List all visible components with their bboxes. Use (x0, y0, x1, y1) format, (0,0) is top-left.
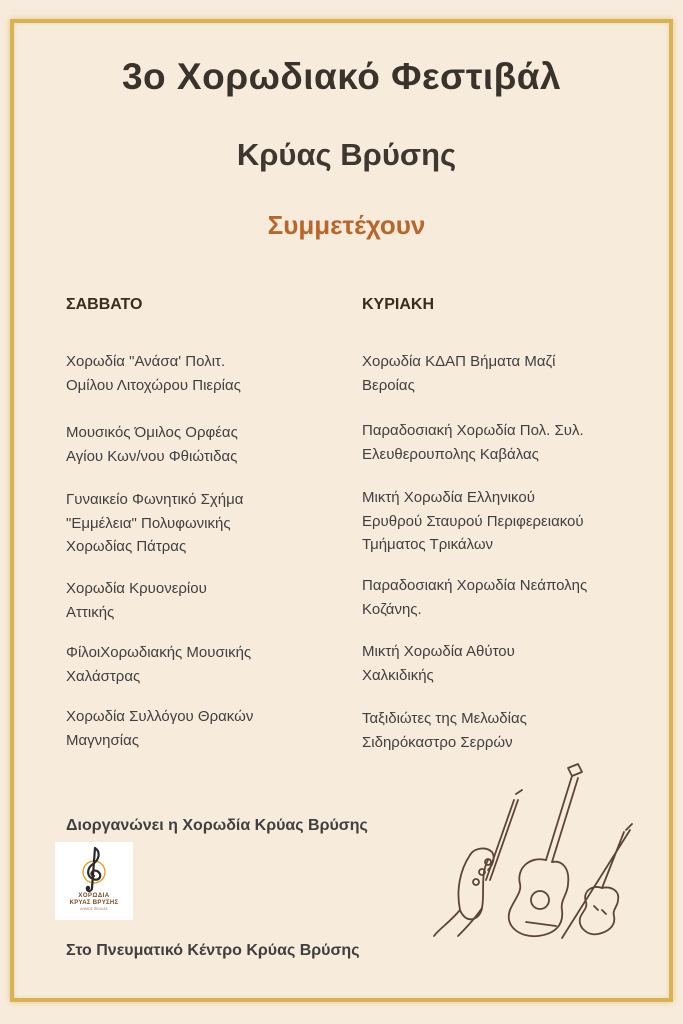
logo-line-3: ΔΗΜΟΣ ΠΕΛΛΑΣ (80, 907, 108, 911)
saturday-choir-1: Χορωδία "Ανάσα' Πολιτ. Ομίλου Λιτοχώρου Πιερίας (66, 353, 241, 394)
sunday-choir-6: Ταξιδιώτες της Μελωδίας Σιδηρόκαστρο Σερρών (362, 710, 527, 751)
saturday-choir-6: Χορωδία Συλλόγου Θρακών Μαγνησίας (66, 708, 254, 749)
organizer-line: Διοργανώνει η Χορωδία Κρύας Βρύσης (66, 817, 368, 834)
sunday-choir-5: Μικτή Χορωδία Αθύτου Χαλκιδικής (362, 643, 515, 684)
sunday-choir-3: Μικτή Χορωδία Ελληνικού Ερυθρού Σταυρού Περιφερειακού Τμήματος Τρικάλων (362, 489, 584, 553)
saturday-column (66, 296, 356, 749)
treble-clef-icon (55, 842, 133, 894)
venue-line: Στο Πνευματικό Κέντρο Κρύας Βρύσης (66, 942, 360, 959)
saturday-choir-4: Χορωδία Κρυονερίου Αττικής (66, 580, 207, 621)
festival-subtitle: Κρύας Βρύσης (236, 137, 457, 172)
sunday-heading: ΚΥΡΙΑΚΗ (362, 296, 435, 313)
guitar-icon (509, 764, 582, 936)
festival-title: 3ο Χορωδιακό Φεστιβάλ (121, 56, 562, 97)
violin-icon (562, 824, 632, 938)
instruments-illustration-icon (430, 760, 650, 940)
sunday-choir-4: Παραδοσιακή Χορωδία Νεάπολης Κοζάνης. (362, 577, 588, 618)
logo-line-2: ΚΡΥΑΣ ΒΡΥΣΗΣ (69, 900, 119, 906)
saturday-choir-3: Γυναικείο Φωνητικό Σχήμα "Εμμέλεια" Πολυφωνικής Χορωδίας Πάτρας (66, 491, 244, 555)
saturday-choir-5: ΦίλοιΧορωδιακής Μουσικής Χαλάστρας (66, 644, 252, 685)
saturday-heading: ΣΑΒΒΑΤΟ (66, 296, 143, 313)
saturday-choir-2: Μουσικός Όμιλος Ορφέας Αγίου Κων/νου Φθιώτιδας (66, 424, 238, 465)
choir-logo (55, 842, 133, 920)
participants-heading: Συμμετέχουν (267, 210, 426, 240)
sunday-column (362, 296, 642, 751)
logo-line-1: ΧΟΡΩΔΙΑ (78, 893, 110, 899)
sunday-choir-1: Χορωδία ΚΔΑΠ Βήματα Μαζί Βεροίας (362, 353, 556, 394)
sunday-choir-2: Παραδοσιακή Χορωδία Πολ. Συλ. Ελευθερουπολης Καβάλας (362, 422, 584, 463)
